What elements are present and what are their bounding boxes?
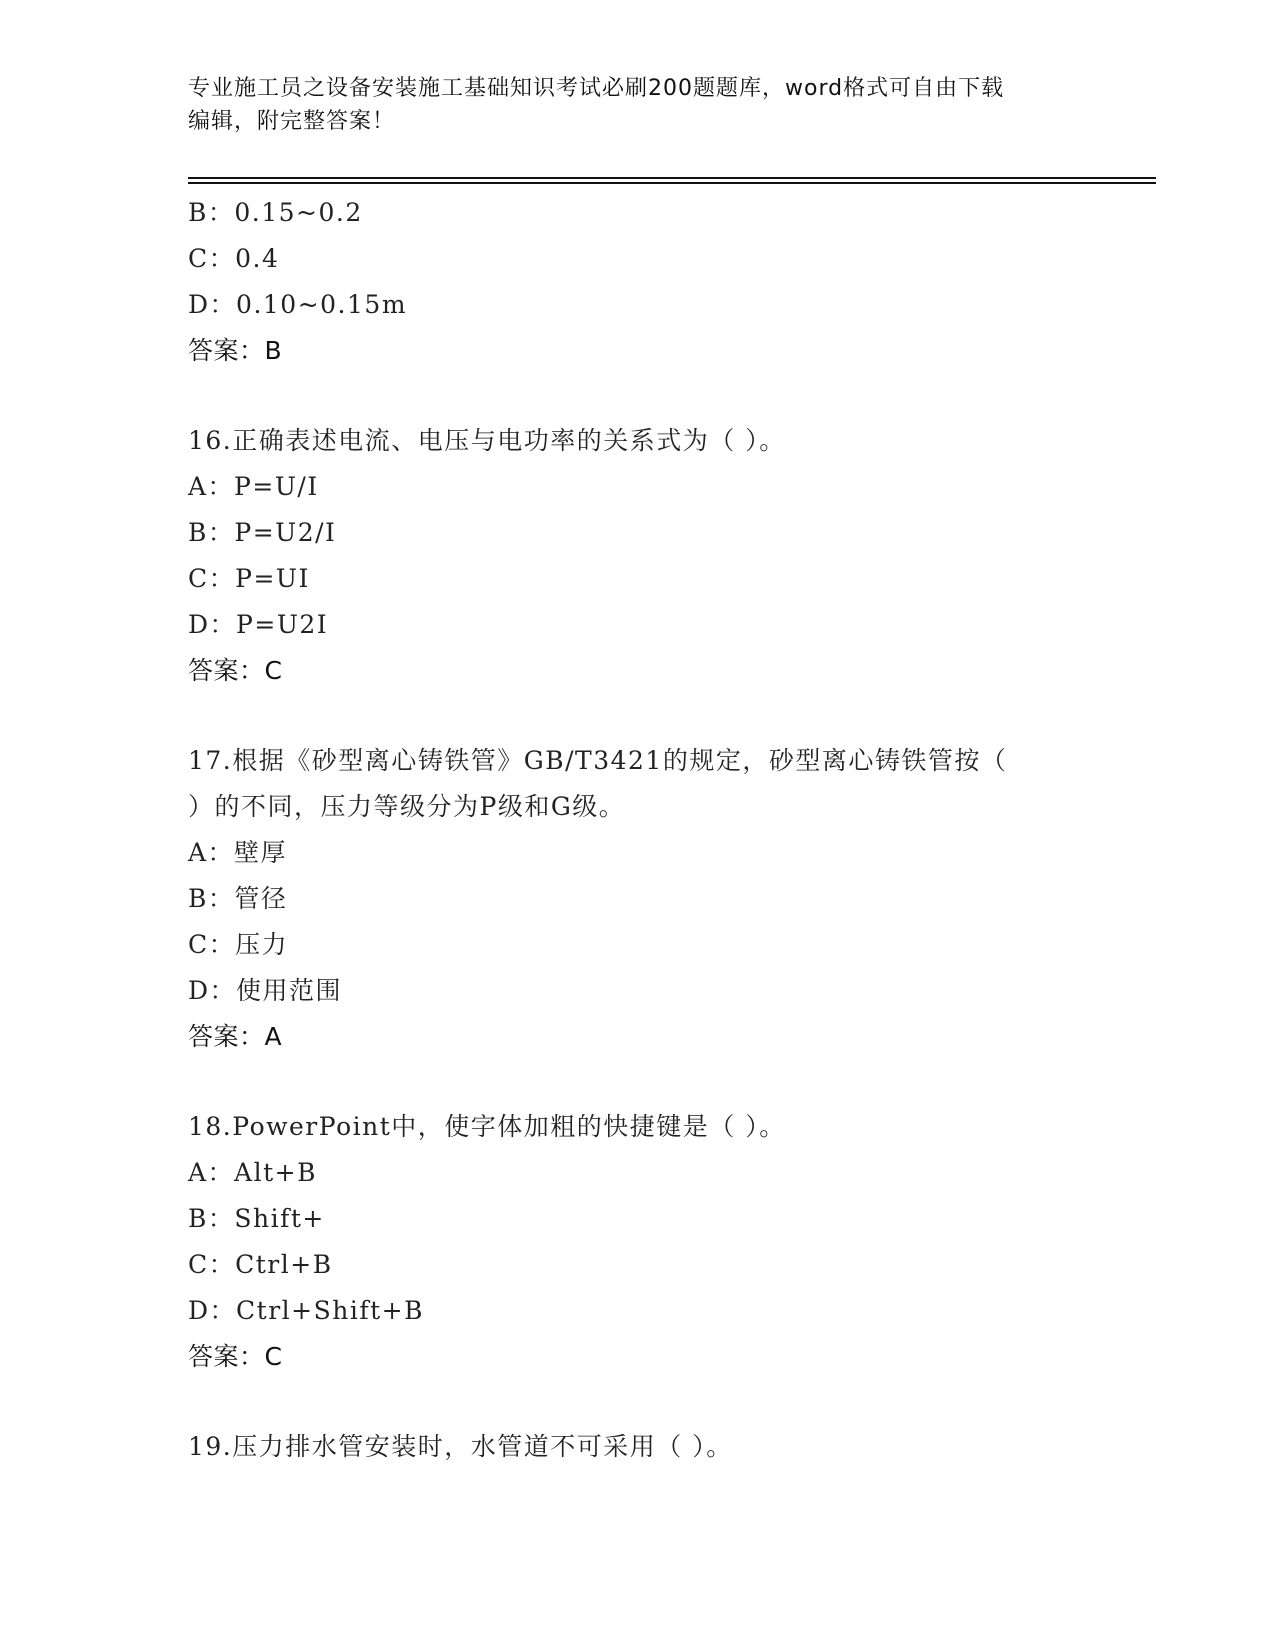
option-d: D：0.10~0.15m — [188, 290, 408, 319]
spacer — [188, 1060, 1088, 1104]
question-16 — [188, 418, 1088, 694]
option-b: B：P=U2/I — [188, 518, 337, 547]
option-b: B：0.15~0.2 — [188, 198, 363, 227]
option-c: C：Ctrl+B — [188, 1250, 333, 1279]
answer: 答案：C — [188, 656, 283, 685]
document-header — [188, 72, 1088, 138]
question-text: 18.PowerPoint中，使字体加粗的快捷键是（ ）。 — [188, 1112, 786, 1141]
spacer — [188, 1380, 1088, 1424]
option-a: A：P=U/I — [188, 472, 319, 501]
header-divider-bottom — [188, 182, 1156, 184]
option-d: D：P=U2I — [188, 610, 329, 639]
question-17 — [188, 738, 1088, 1060]
option-c: C：0.4 — [188, 244, 280, 273]
option-a: A：Alt+B — [188, 1158, 317, 1187]
question-text-line1: 17.根据《砂型离心铸铁管》GB/T3421的规定，砂型离心铸铁管按（ — [188, 746, 1008, 775]
option-d: D：使用范围 — [188, 976, 343, 1005]
question-text: 16.正确表述电流、电压与电功率的关系式为（ ）。 — [188, 426, 786, 455]
answer: 答案：C — [188, 1342, 283, 1371]
question-19 — [188, 1424, 1088, 1470]
question-18 — [188, 1104, 1088, 1380]
option-d: D：Ctrl+Shift+B — [188, 1296, 424, 1325]
answer: 答案：A — [188, 1022, 283, 1051]
question-list — [188, 190, 1088, 1470]
option-c: C：压力 — [188, 930, 289, 959]
answer: 答案：B — [188, 336, 283, 365]
option-c: C：P=UI — [188, 564, 310, 593]
spacer — [188, 374, 1088, 418]
header-divider-top — [188, 177, 1156, 179]
option-b: B：Shift+ — [188, 1204, 325, 1233]
question-text-line2: ）的不同，压力等级分为P级和G级。 — [188, 792, 626, 821]
question-text: 19.压力排水管安装时，水管道不可采用（ ）。 — [188, 1432, 733, 1461]
option-b: B：管径 — [188, 884, 288, 913]
question-15 — [188, 190, 1088, 374]
option-a: A：壁厚 — [188, 838, 288, 867]
header-title-line2: 编辑，附完整答案！ — [188, 109, 396, 134]
spacer — [188, 694, 1088, 738]
header-title-line1: 专业施工员之设备安装施工基础知识考试必刷200题题库，word格式可自由下载 — [188, 76, 1005, 101]
